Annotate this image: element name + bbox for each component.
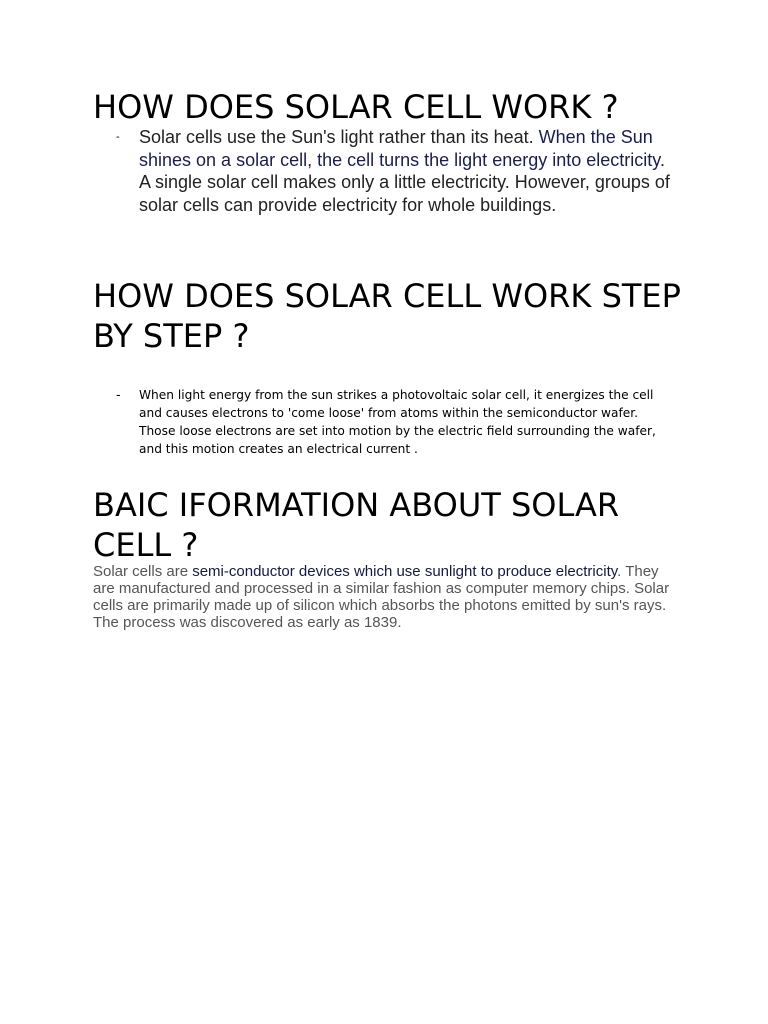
bullet-text: When light energy from the sun strikes a photovoltaic solar cell, it energizes the cell and causes electrons to 'come loose' from atoms within the semiconductor wafer. Those loose electrons are set into motion by the electric field surrounding the wafer, and this motion creates an electrical current . (139, 388, 656, 456)
highlighted-text: semi-conductor devices which use sunlight to produce electricity (192, 563, 618, 580)
bullet-marker: - (116, 131, 120, 143)
text-segment: . A single solar cell makes only a little electricity. However, groups of solar cells can provide electricity for whole buildings. (139, 149, 670, 215)
text-segment: Solar cells use the Sun's light rather than its heat. (139, 127, 539, 147)
bullet-text (139, 126, 679, 216)
highlighted-text: When the Sun shines on a solar cell, the cell turns the light energy into electricity (139, 127, 660, 170)
body-paragraph (93, 563, 683, 631)
section-heading-basic-information: BAIC IFORMATION ABOUT SOLAR CELL ? (93, 486, 620, 564)
text-segment: . They are manufactured and processed in a similar fashion as computer memory chips. Solar cells are primarily made up of silicon which absorbs the photons emitted by sun's rays. The process was discovered as early as 1839. (93, 563, 670, 631)
bullet-marker: - (116, 386, 121, 402)
section-heading-step-by-step: HOW DOES SOLAR CELL WORK STEP BY STEP ? (93, 277, 681, 355)
text-segment: Solar cells are (93, 563, 193, 580)
section-heading-how-solar-cell-works: HOW DOES SOLAR CELL WORK ? (93, 88, 619, 126)
